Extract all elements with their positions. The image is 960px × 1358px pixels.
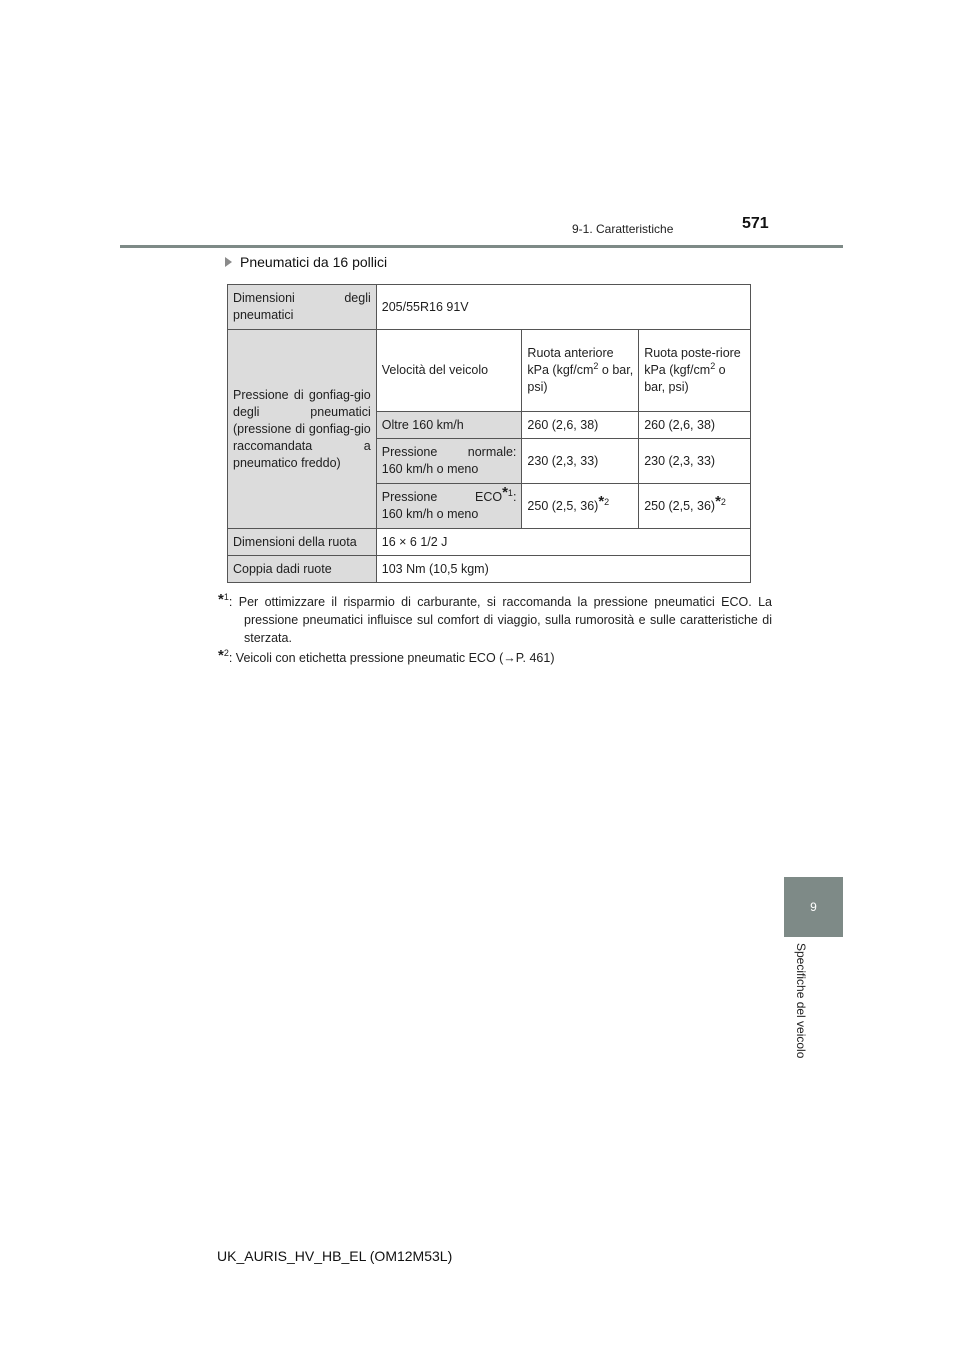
table-row xyxy=(228,529,751,556)
speed-header: Velocità del veicolo xyxy=(376,330,522,412)
table-row xyxy=(228,285,751,330)
row3-speed-line1 xyxy=(381,484,517,506)
row2-speed xyxy=(376,439,522,484)
footnote-1 xyxy=(218,588,772,647)
row1-speed: Oltre 160 km/h xyxy=(376,412,522,439)
superscript: 2 xyxy=(710,360,716,371)
row3-rear xyxy=(639,484,751,529)
triangle-bullet-icon xyxy=(225,257,232,267)
superscript: 2 xyxy=(593,360,599,371)
row3-speed-line2: 160 km/h o meno xyxy=(381,507,479,521)
chapter-tab xyxy=(784,877,843,937)
footnote-ref: 2 xyxy=(604,496,610,507)
nut-torque-label: Coppia dadi ruote xyxy=(228,556,377,583)
asterisk-mark: * xyxy=(598,492,605,510)
table-row xyxy=(228,556,751,583)
row2-speed-line1: Pressione normale: xyxy=(381,445,517,459)
wheel-size-label: Dimensioni della ruota xyxy=(228,529,377,556)
tire-spec-table xyxy=(227,284,751,583)
footnote-text: : Veicoli con etichetta pressione pneumatic ECO (→P. 461) xyxy=(228,651,555,665)
row1-front: 260 (2,6, 38) xyxy=(522,412,639,439)
pressure-label: Pressione di gonfiag-gio degli pneumatici (pressione di gonfiag-gio raccomandata a pneumatico freddo) xyxy=(228,330,377,529)
row3-speed-text: Pressione ECO xyxy=(381,490,503,504)
footnote-number: 2 xyxy=(223,648,229,658)
footnote-ref: 2 xyxy=(720,496,726,507)
chapter-number: 9 xyxy=(810,900,817,914)
front-header-line3: o bar, psi) xyxy=(527,363,634,394)
tire-size-value: 205/55R16 91V xyxy=(376,285,750,330)
footnote-asterisk: * xyxy=(218,591,224,608)
header-rule xyxy=(120,245,843,248)
nut-torque-value: 103 Nm (10,5 kgm) xyxy=(376,556,750,583)
header-section: 9-1. Caratteristiche xyxy=(572,222,674,236)
footnote-2 xyxy=(218,644,772,667)
table-row xyxy=(228,330,751,412)
footnote-asterisk: * xyxy=(218,647,224,664)
document-code: UK_AURIS_HV_HB_EL (OM12M53L) xyxy=(217,1248,453,1264)
rear-header-line2: kPa (kgf/cm xyxy=(644,363,711,377)
row3-rear-value: 250 (2,5, 36) xyxy=(644,498,716,513)
chapter-label: Specifiche del veicolo xyxy=(794,943,808,1059)
front-header xyxy=(522,330,639,412)
section-heading xyxy=(225,254,387,270)
footnote-ref: 1 xyxy=(507,487,513,498)
row3-speed xyxy=(376,484,522,529)
wheel-size-value: 16 × 6 1/2 J xyxy=(376,529,750,556)
colon: : xyxy=(512,490,517,504)
page-number: 571 xyxy=(742,215,769,232)
rear-header-line3: o bar, psi) xyxy=(644,363,726,394)
footnote-number: 1 xyxy=(223,592,229,602)
row1-rear: 260 (2,6, 38) xyxy=(639,412,751,439)
row2-front: 230 (2,3, 33) xyxy=(522,439,639,484)
row3-front xyxy=(522,484,639,529)
front-header-line1: Ruota anteriore xyxy=(527,346,614,360)
tire-size-label: Dimensioni degli pneumatici xyxy=(228,285,377,330)
asterisk-mark: * xyxy=(715,492,721,510)
row2-rear: 230 (2,3, 33) xyxy=(639,439,751,484)
front-header-line2: kPa (kgf/cm xyxy=(527,363,594,377)
row2-speed-line2: 160 km/h o meno xyxy=(381,462,479,476)
rear-header-line1: Ruota poste-riore xyxy=(644,346,741,360)
asterisk-mark: * xyxy=(502,484,508,501)
rear-header xyxy=(639,330,751,412)
footnote-text: : Per ottimizzare il risparmio di carburante, si raccomanda la pressione pneumatici ECO. La pressione pneumatici influisce sul comfort di viaggio, sulla rumorosità e sulle caratteristiche di sterzata. xyxy=(228,595,772,645)
row3-front-value: 250 (2,5, 36) xyxy=(527,498,599,513)
section-heading-text: Pneumatici da 16 pollici xyxy=(240,254,388,270)
